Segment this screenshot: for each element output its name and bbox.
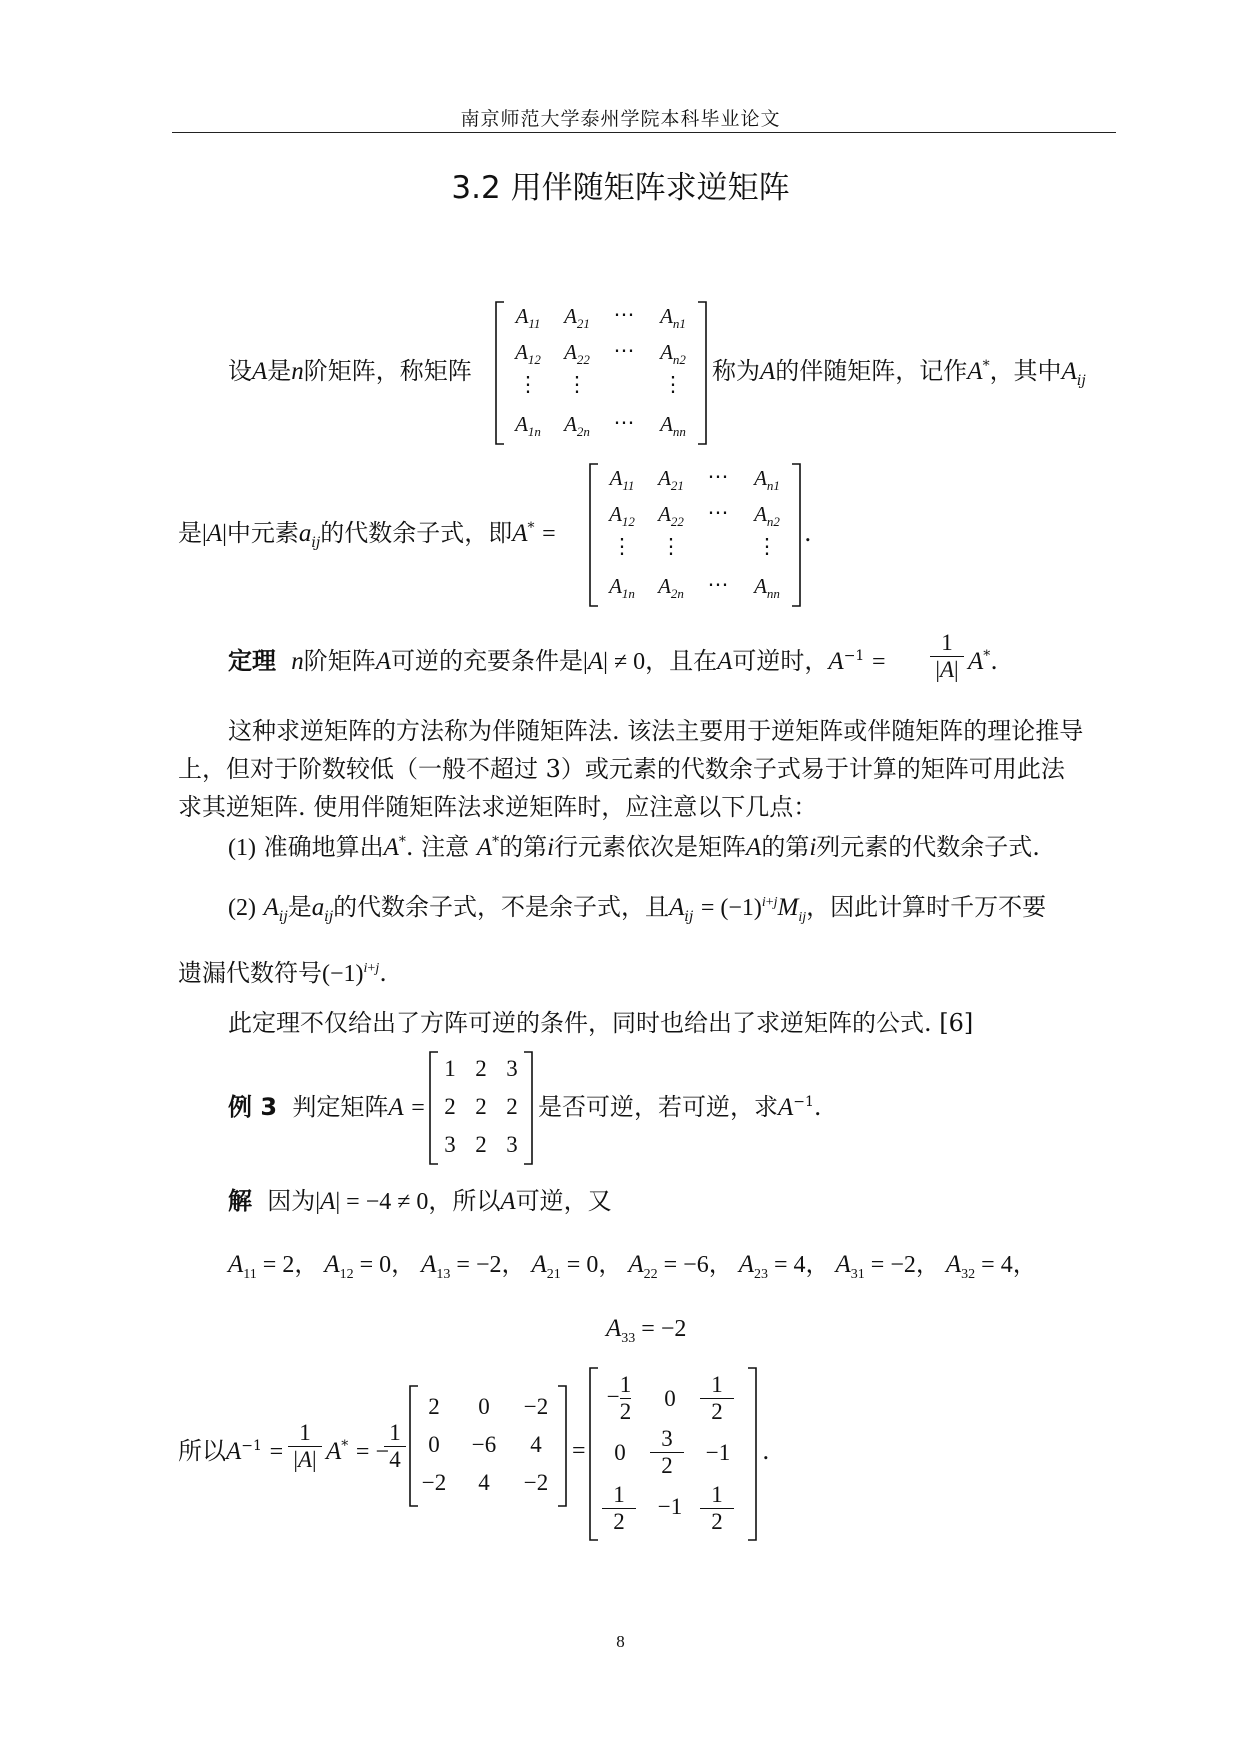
final-period: . [762,1437,770,1465]
header-rule [172,132,1116,133]
theorem: 定理 n阶矩阵A可逆的充要条件是|A| ≠ 0，且在A可逆时，$A^{-1}$ = [228,647,886,675]
equals-sign: = [572,1438,586,1464]
final-result: 所以$A^{-1}$ = [178,1437,284,1465]
paragraph-1-line-1: 这种求逆矩阵的方法称为伴随矩阵法. 该法主要用于逆矩阵或伴随矩阵的理论推导 [228,717,1084,745]
note-2: (2) $A_{ij}$是$a_{ij}$的代数余子式，不是余子式，且$A_{ij} = (-1)^{i+j}M_{ij}$，因此计算时千万不要 [228,893,1047,925]
section-title: 3.2 用伴随矩阵求逆矩阵 [451,170,790,206]
theorem-fraction: $\frac{1}{|A|}$ [930,630,964,683]
example-matrix: 1 2 3 2 2 2 3 2 3 [428,1050,534,1166]
paragraph-1-line-2: 上，但对于阶数较低（一般不超过 3）或元素的代数余子式易于计算的矩阵可用此法 [178,755,1065,783]
inverse-matrix: − $\frac{1}{2}$ 0 $\frac{1}{2}$ 0 $\frac{3}{2}$ −1 $\frac{1}{2}$ −1 $\frac{1}{2}$ [588,1366,758,1542]
example-3-cont: 是否可逆，若可逆，求$A^{-1}$. [538,1093,822,1121]
definition-end: . [804,519,812,547]
cofactor-list: $A_{11} = 2$， $A_{12} = 0$， $A_{13} = -2$， $A_{21} = 0$， $A_{22} = -6$， $A_{23} = 4$， $A_{31} = -2$， $A_{32} = 4$， [228,1251,1037,1282]
adj-matrix-values: 2 0 −2 0 −6 4 −2 4 −2 [408,1384,568,1508]
running-header: 南京师范大学泰州学院本科毕业论文 [460,108,781,130]
inverse-fraction: $\frac{1}{|A|}$ [288,1420,322,1473]
adj-term: A* = − [326,1438,389,1465]
example-3: 例 3 判定矩阵A = [228,1093,425,1121]
definition-line-2: 是|A|中元素$a_{ij}$的代数余子式，即A* = [178,519,556,551]
page-number: 8 [616,1632,625,1651]
note-1: (1) 准确地算出A*. 注意 A*的第i行元素依次是矩阵A的第i列元素的代数余子式. [228,833,1040,861]
adjugate-matrix-2: $A_{11}$ $A_{21}$ ⋯ $A_{n1}$ $A_{12}$ $A_{22}$ ⋯ $A_{n2}$ ⋮ ⋮ ⋮ $A_{1n}$ $A_{2n}$ ⋯ $A_{nn}$ [588,462,802,608]
adjugate-matrix-1: $A_{11}$ $A_{21}$ ⋯ $A_{n1}$ $A_{12}$ $A_{22}$ ⋯ $A_{n2}$ ⋮ ⋮ ⋮ $A_{1n}$ $A_{2n}$ ⋯ $A_{nn}$ [494,300,708,446]
paragraph-1-line-3: 求其逆矩阵. 使用伴随矩阵法求逆矩阵时，应注意以下几点： [178,793,818,821]
note-2-cont: 遗漏代数符号$(-1)^{i+j}$. [178,959,387,987]
theorem-end: A*. [968,647,998,675]
definition-line-1-cont: 称为A的伴随矩阵，记作A*，其中$A_{ij}$ [712,357,1086,389]
cofactor-a33: $A_{33} = -2$ [606,1315,687,1346]
definition-line-1: 设A是n阶矩阵，称矩阵 [228,357,472,385]
solution-line: 解 因为|A| = −4 ≠ 0，所以A可逆，又 [228,1187,612,1215]
quarter-fraction: $\frac{1}{4}$ [384,1420,406,1473]
paragraph-2: 此定理不仅给出了方阵可逆的条件，同时也给出了求逆矩阵的公式. [6] [228,1009,974,1037]
